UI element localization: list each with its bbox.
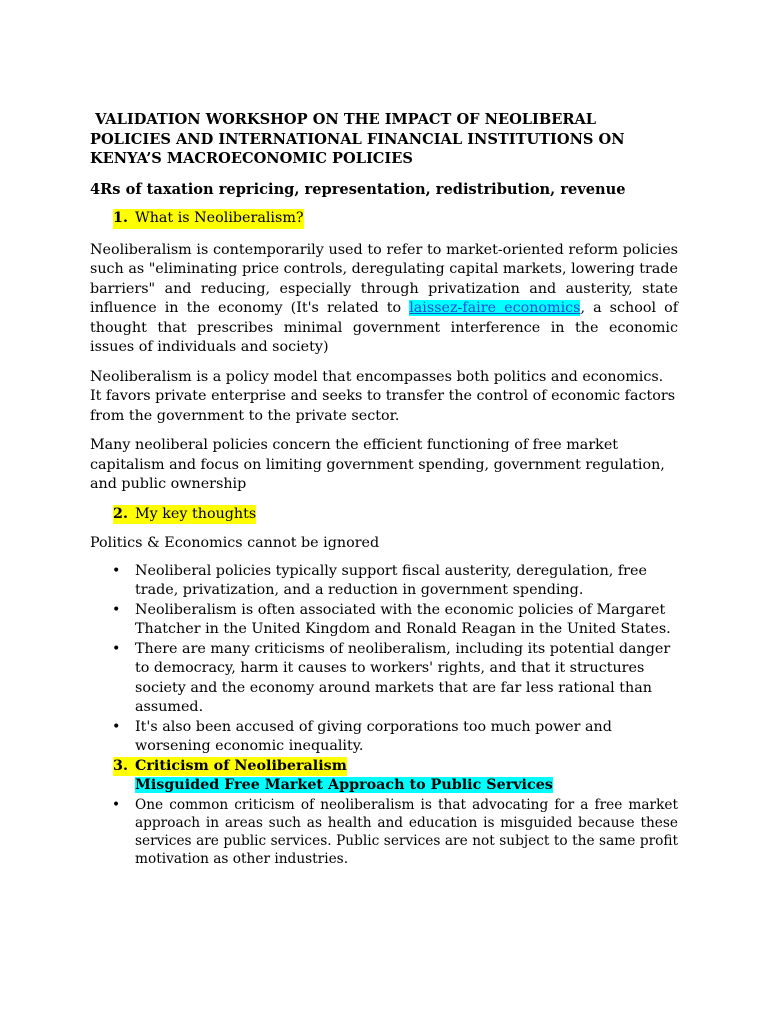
paragraph-1-text-end: , a school of thought that prescribes minimal government interference in the economic issues of individuals and society) xyxy=(90,300,678,355)
list-item-text: Neoliberalism is often associated with the economic policies of Margaret Thatcher in the United Kingdom and Ronald Reagan in the United States. xyxy=(135,601,671,637)
section-1-heading xyxy=(113,209,678,229)
section-2-intro: Politics & Economics cannot be ignored xyxy=(90,535,380,551)
section-1-paragraph-2: Neoliberalism is a policy model that encompasses both politics and economics. It favors private enterprise and seeks to transfer the control of economic factors from the government to the private sector. xyxy=(90,368,676,424)
list-item xyxy=(90,718,678,757)
criticism-text: One common criticism of neoliberalism is that advocating for a free market approach in areas such as health and education is misguided because these services are public services. Public services are not subject to the same profit motivation as other industries. xyxy=(135,796,678,867)
bullet-icon: • xyxy=(112,718,121,735)
list-item xyxy=(90,640,678,718)
list-item xyxy=(90,562,678,601)
section-3-subheading-text: Misguided Free Market Approach to Public Services xyxy=(135,777,553,793)
bullet-icon: • xyxy=(112,796,121,813)
section-3-subheading xyxy=(135,776,678,796)
section-1-paragraph-3: Many neoliberal policies concern the efficient functioning of free market capitalism and focus on limiting government spending, government regulation, and public ownership xyxy=(90,437,665,492)
section-2-number: 2. xyxy=(113,505,135,525)
paragraph-1-text-start: Neoliberalism is contemporarily used to refer to market-oriented reform policies such as "eliminating price controls, deregulating capital markets, lowering trade barriers" and reducing, especially through privatization and austerity, state influence in the economy (It's related to xyxy=(90,241,678,316)
document-subtitle: 4Rs of taxation repricing, representation, redistribution, revenue xyxy=(90,180,626,198)
list-item-text: It's also been accused of giving corporations too much power and worsening economic inequality. xyxy=(135,718,612,754)
section-1-number: 1. xyxy=(113,209,135,229)
section-2-title: My key thoughts xyxy=(135,505,256,525)
key-thoughts-list xyxy=(90,562,678,757)
section-1-paragraph-1 xyxy=(90,241,678,358)
section-3-heading xyxy=(113,757,678,777)
section-2-heading xyxy=(113,505,678,525)
section-3-title: Criticism of Neoliberalism xyxy=(135,757,347,777)
section-1-title: What is Neoliberalism? xyxy=(135,209,304,229)
document-title: VALIDATION WORKSHOP ON THE IMPACT OF NEOLIBERAL POLICIES AND INTERNATIONAL FINANCIAL INSTITUTIONS ON KENYA’S MACROECONOMIC POLICIES xyxy=(90,111,630,167)
list-item-text: There are many criticisms of neoliberalism, including its potential danger to democracy, harm it causes to workers' rights, and that it structures society and the economy around markets that are far less rational than assumed. xyxy=(135,640,671,715)
bullet-icon: • xyxy=(112,562,121,579)
document-page xyxy=(90,110,678,868)
list-item xyxy=(90,601,678,640)
bullet-icon: • xyxy=(112,601,121,618)
list-item-text: Neoliberal policies typically support fiscal austerity, deregulation, free trade, privatization, and a reduction in government spending. xyxy=(135,562,647,598)
bullet-icon: • xyxy=(112,640,121,657)
laissez-faire-link[interactable]: laissez-faire economics xyxy=(409,300,581,316)
section-3-number: 3. xyxy=(113,757,135,777)
criticism-list-item xyxy=(90,796,678,868)
